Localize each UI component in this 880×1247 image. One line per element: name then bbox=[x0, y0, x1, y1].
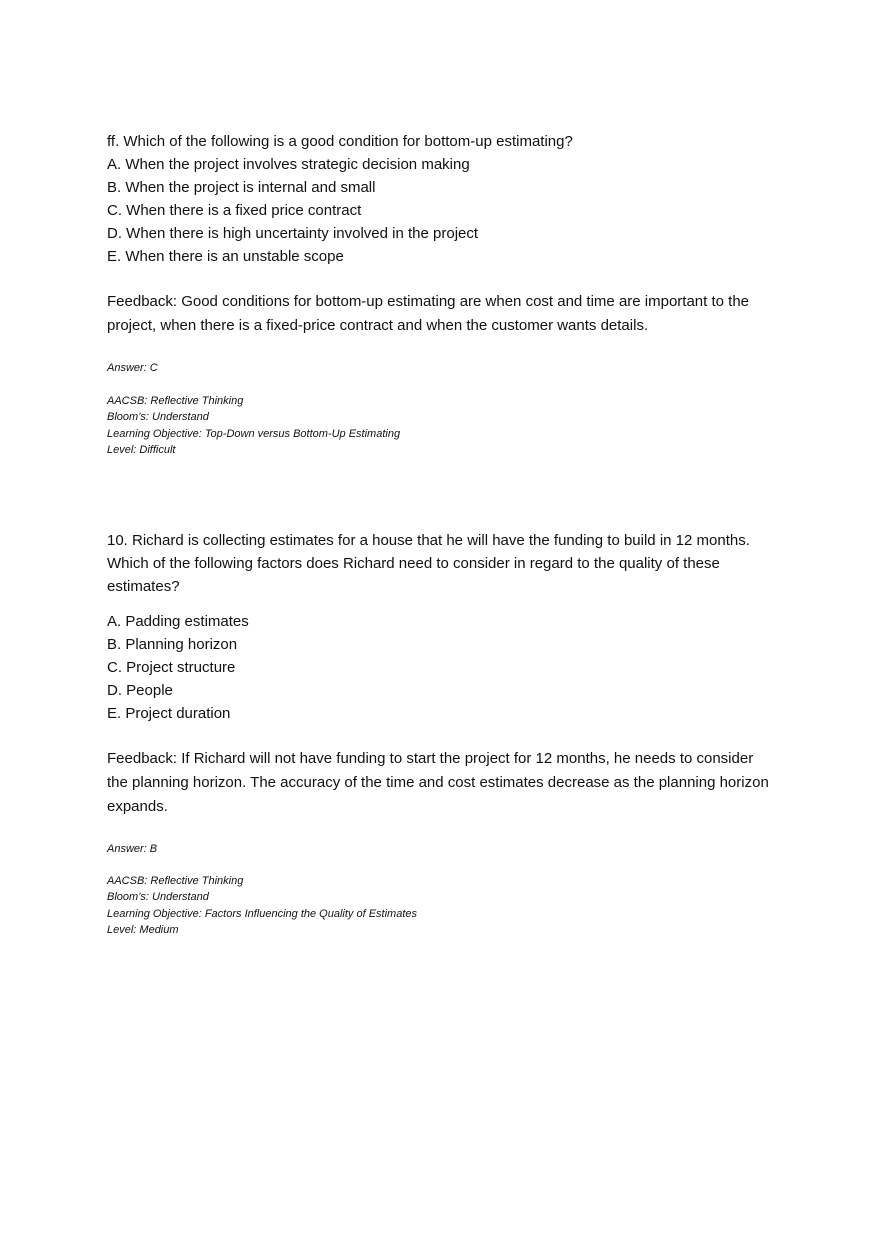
level-tag: Level: Difficult bbox=[107, 443, 176, 456]
aacsb-tag: AACSB: Reflective Thinking bbox=[107, 875, 244, 887]
question-prompt: 10. Richard is collecting estimates for a house that he will have the funding to build in 12 months. Which of the following factors does Richard need to consider in regard to the quality of these estimates? bbox=[107, 532, 750, 595]
level-tag: Level: Medium bbox=[107, 923, 179, 936]
question-metadata bbox=[107, 873, 777, 938]
option-e: E. Project duration bbox=[107, 705, 231, 722]
option-a: A. Padding estimates bbox=[107, 613, 249, 630]
learning-objective-tag: Learning Objective: Factors Influencing the Quality of Estimates bbox=[107, 907, 417, 920]
feedback-text: Feedback: If Richard will not have funding to start the project for 12 months, he needs to consider the planning horizon. The accuracy of the time and cost estimates decrease as the planning horizon expands. bbox=[107, 750, 769, 815]
blooms-tag: Bloom’s: Understand bbox=[107, 891, 209, 904]
learning-objective-tag: Learning Objective: Top-Down versus Bottom-Up Estimating bbox=[107, 427, 401, 440]
answer-key: Answer: B bbox=[107, 843, 158, 855]
question-metadata bbox=[107, 393, 777, 458]
answer-options bbox=[107, 610, 777, 725]
answer-key: Answer: C bbox=[107, 362, 158, 374]
option-a: A. When the project involves strategic decision making bbox=[107, 156, 470, 173]
option-d: D. When there is high uncertainty involved in the project bbox=[107, 225, 479, 242]
blooms-tag: Bloom’s: Understand bbox=[107, 411, 209, 424]
option-b: B. Planning horizon bbox=[107, 636, 238, 653]
option-d: D. People bbox=[107, 682, 173, 699]
aacsb-tag: AACSB: Reflective Thinking bbox=[107, 395, 244, 407]
option-c: C. Project structure bbox=[107, 659, 236, 676]
question-block bbox=[107, 130, 777, 458]
option-c: C. When there is a fixed price contract bbox=[107, 202, 362, 219]
question-prompt: ff. Which of the following is a good condition for bottom-up estimating? bbox=[107, 133, 573, 150]
feedback-text: Feedback: Good conditions for bottom-up estimating are when cost and time are important to the project, when there is a fixed-price contract and when the customer wants details. bbox=[107, 293, 750, 334]
option-e: E. When there is an unstable scope bbox=[107, 248, 344, 265]
question-block bbox=[107, 529, 777, 938]
answer-options bbox=[107, 153, 777, 268]
option-b: B. When the project is internal and small bbox=[107, 179, 376, 196]
